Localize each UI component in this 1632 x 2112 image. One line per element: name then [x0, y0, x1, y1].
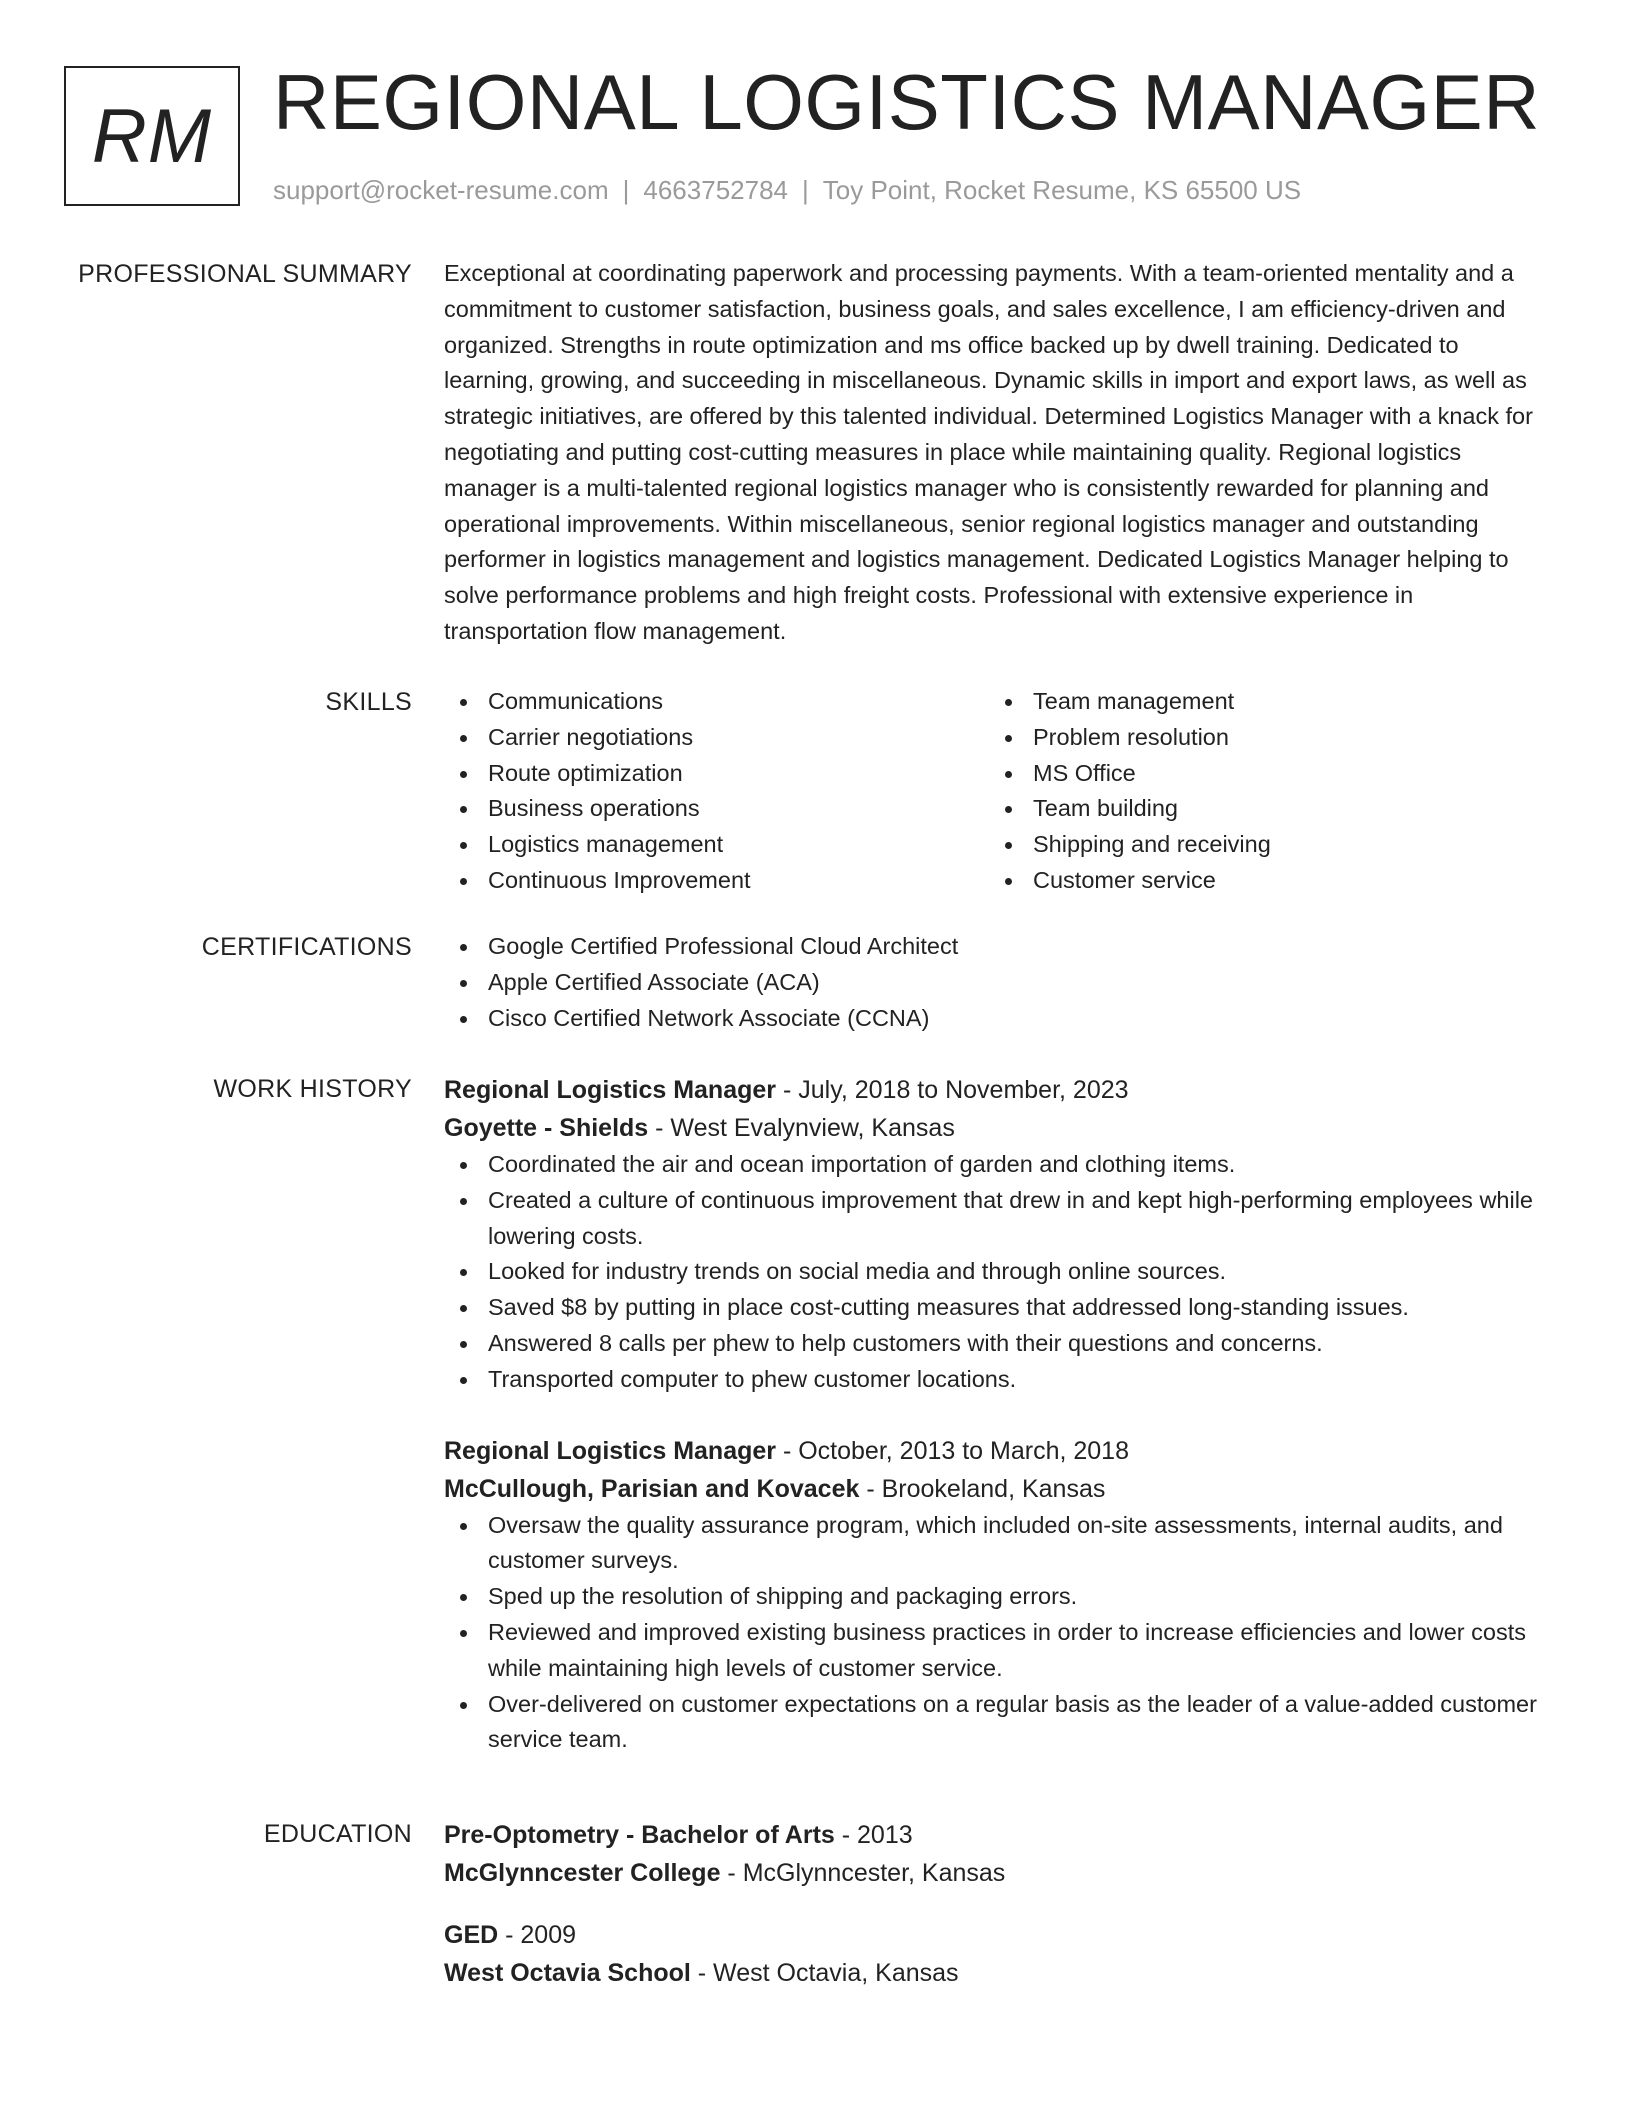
education-location: - West Octavia, Kansas: [690, 1959, 959, 1987]
education-location: - McGlynncester, Kansas: [720, 1859, 1006, 1887]
job-company-line: [444, 1470, 1554, 1508]
skill-item: Team building: [989, 791, 1534, 827]
education-degree-line: [444, 1916, 1554, 1954]
job-dates: - October, 2013 to March, 2018: [776, 1436, 1129, 1465]
skill-item: Continuous Improvement: [444, 863, 989, 899]
job-location: - West Evalynview, Kansas: [648, 1114, 955, 1142]
contact-separator: |: [622, 175, 630, 205]
skill-item: Team management: [989, 684, 1534, 720]
section-label-education: EDUCATION: [263, 1820, 412, 1848]
skills-columns: [444, 684, 1554, 899]
certification-item: Google Certified Professional Cloud Architect: [444, 929, 1554, 965]
skill-item: Route optimization: [444, 756, 989, 792]
skill-item: Logistics management: [444, 827, 989, 863]
contact-separator: |: [802, 175, 809, 205]
job-title-line: [444, 1432, 1554, 1470]
job-bullet: Coordinated the air and ocean importation of garden and clothing items.: [444, 1147, 1554, 1183]
certifications-body: [444, 929, 1554, 1036]
job-bullet: Looked for industry trends on social media and through online sources.: [444, 1254, 1554, 1290]
job-bullet: Saved $8 by putting in place cost-cutting measures that addressed long-standing issues.: [444, 1290, 1554, 1326]
job-bullets: [444, 1147, 1554, 1398]
certifications-list: [444, 929, 1554, 1036]
contact-line: [273, 172, 1301, 208]
education-entry: [444, 1916, 1554, 1992]
education-body: [444, 1816, 1554, 1992]
job-bullet: Reviewed and improved existing business practices in order to increase efficiencies and lower costs while maintaining high levels of customer service.: [444, 1615, 1554, 1687]
job-bullet: Created a culture of continuous improvement that drew in and kept high-performing employees while lowering costs.: [444, 1183, 1554, 1255]
certification-item: Apple Certified Associate (ACA): [444, 965, 1554, 1001]
job-company: McCullough, Parisian and Kovacek: [444, 1474, 860, 1503]
contact-address: Toy Point, Rocket Resume, KS 65500 US: [822, 175, 1302, 205]
job-company: Goyette - Shields: [444, 1114, 649, 1142]
education-degree: GED: [444, 1921, 499, 1949]
summary-body: [444, 256, 1554, 650]
skills-list-left: [444, 684, 989, 899]
section-label-summary: PROFESSIONAL SUMMARY: [78, 260, 412, 288]
contact-email[interactable]: support@rocket-resume.com: [273, 175, 609, 205]
resume-title: REGIONAL LOGISTICS MANAGER: [273, 58, 1541, 146]
job-bullet: Answered 8 calls per phew to help customers with their questions and concerns.: [444, 1326, 1554, 1362]
job-title: Regional Logistics Manager: [444, 1076, 777, 1104]
skill-item: Shipping and receiving: [989, 827, 1534, 863]
job-title: Regional Logistics Manager: [444, 1436, 777, 1465]
job-bullet: Oversaw the quality assurance program, which included on-site assessments, internal audits, and customer surveys.: [444, 1508, 1554, 1580]
education-school-line: [444, 1854, 1554, 1892]
education-school: West Octavia School: [444, 1959, 691, 1987]
education-year: - 2013: [834, 1821, 913, 1849]
contact-phone[interactable]: 4663752784: [643, 175, 788, 205]
skill-item: Problem resolution: [989, 720, 1534, 756]
skills-body: [444, 684, 1554, 899]
education-entry: [444, 1816, 1554, 1892]
skill-item: Carrier negotiations: [444, 720, 989, 756]
summary-text: Exceptional at coordinating paperwork and processing payments. With a team-oriented mentality and a commitment to customer satisfaction, business goals, and sales excellence, I am efficiency-driven and organized. Strengths in route optimization and ms office backed up by dwell training. Dedicated to learning, growing, and succeeding in miscellaneous. Dynamic skills in import and export laws, as well as strategic initiatives, are offered by this talented individual. Determined Logistics Manager with a knack for negotiating and putting cost-cutting measures in place while maintaining quality. Regional logistics manager is a multi-talented regional logistics manager who is consistently rewarded for planning and operational improvements. Within miscellaneous, senior regional logistics manager and outstanding performer in logistics management and logistics management. Dedicated Logistics Manager helping to solve performance problems and high freight costs. Professional with extensive experience in transportation flow management.: [444, 260, 1533, 644]
section-label-work-history: WORK HISTORY: [213, 1075, 412, 1103]
monogram-initials: RM: [91, 93, 213, 179]
job-entry: [444, 1071, 1554, 1398]
skills-list-right: [989, 684, 1534, 899]
job-bullets: [444, 1508, 1554, 1759]
job-location: - Brookeland, Kansas: [859, 1474, 1106, 1503]
education-degree-line: [444, 1816, 1554, 1854]
section-label-skills: SKILLS: [325, 688, 412, 716]
job-bullet: Sped up the resolution of shipping and packaging errors.: [444, 1579, 1554, 1615]
job-entry: [444, 1432, 1554, 1759]
skill-item: MS Office: [989, 756, 1534, 792]
job-title-line: [444, 1071, 1554, 1109]
education-school-line: [444, 1954, 1554, 1992]
skill-item: Business operations: [444, 791, 989, 827]
monogram-box: [64, 66, 240, 206]
job-company-line: [444, 1109, 1554, 1147]
work-history-body: [444, 1071, 1554, 1758]
education-school: McGlynncester College: [444, 1859, 721, 1887]
skill-item: Communications: [444, 684, 989, 720]
section-label-certifications: CERTIFICATIONS: [201, 933, 412, 961]
certification-item: Cisco Certified Network Associate (CCNA): [444, 1001, 1554, 1037]
education-year: - 2009: [498, 1921, 577, 1949]
skill-item: Customer service: [989, 863, 1534, 899]
job-bullet: Transported computer to phew customer locations.: [444, 1362, 1554, 1398]
job-bullet: Over-delivered on customer expectations on a regular basis as the leader of a value-added customer service team.: [444, 1687, 1554, 1759]
education-degree: Pre-Optometry - Bachelor of Arts: [444, 1821, 835, 1849]
job-dates: - July, 2018 to November, 2023: [776, 1076, 1129, 1104]
